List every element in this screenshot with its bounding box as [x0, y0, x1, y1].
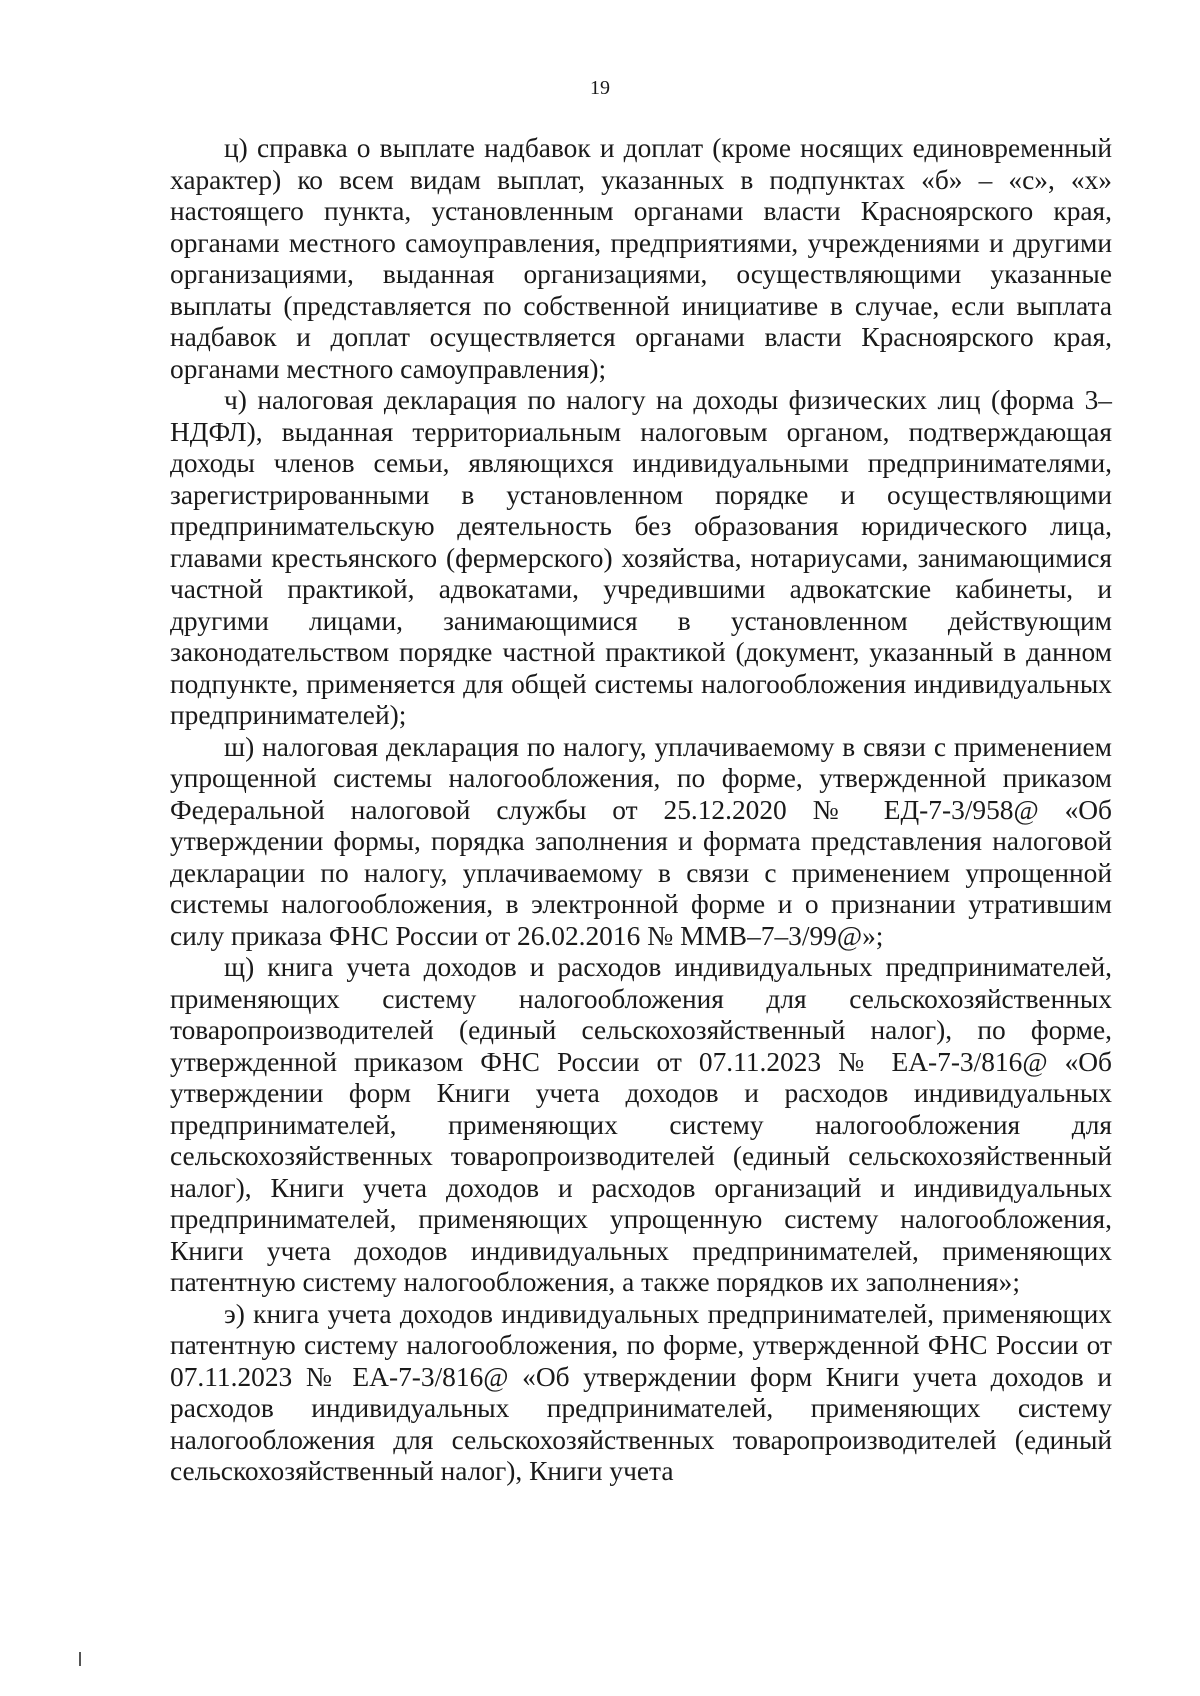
scan-artifact [79, 1652, 81, 1666]
paragraph-ts: ц) справка о выплате надбавок и доплат (кроме носящих единовременный характер) ко всем видам выплат, указанных в подпунктах «б» – «с», «х» настоящего пункта, установленным органами власти Красноярского края, органами местного самоуправления, предприятиями, учреждениями и другими организациями, выданная организациями, осуществляющими указанные выплаты (представляется по собственной инициативе в случае, если выплата надбавок и доплат осуществляется органами власти Красноярского края, органами местного самоуправления); [170, 133, 1112, 384]
paragraph-sh: ш) налоговая декларация по налогу, уплачиваемому в связи с применением упрощенной системы налогообложения, по форме, утвержденной приказом Федеральной налоговой службы от 25.12.2020 № ЕД-7-3/958@ «Об утверждении формы, порядка заполнения и формата представления налоговой декларации по налогу, уплачиваемому в связи с применением упрощенной системы налогообложения, в электронной форме и о признании утратившим силу приказа ФНС России от 26.02.2016 № ММВ–7–3/99@»; [170, 731, 1112, 951]
page-number: 19 [590, 77, 610, 99]
paragraph-ch: ч) налоговая декларация по налогу на доходы физических лиц (форма 3–НДФЛ), выданная территориальным налоговым органом, подтверждающая доходы членов семьи, являющихся индивидуальными предпринимателями, зарегистрированными в установленном порядке и осуществляющими предпринимательскую деятельность без образования юридического лица, главами крестьянского (фермерского) хозяйства, нотариусами, занимающимися частной практикой, адвокатами, учредившими адвокатские кабинеты, и другими лицами, занимающимися в установленном действующим законодательством порядке частной практикой (документ, указанный в данном подпункте, применяется для общей системы налогообложения индивидуальных предпринимателей); [170, 385, 1112, 730]
paragraph-shch: щ) книга учета доходов и расходов индивидуальных предпринимателей, применяющих систему налогообложения для сельскохозяйственных товаропроизводителей (единый сельскохозяйственный налог), по форме, утвержденной приказом ФНС России от 07.11.2023 № ЕА-7-3/816@ «Об утверждении форм Книги учета доходов и расходов индивидуальных предпринимателей, применяющих систему налогообложения для сельскохозяйственных товаропроизводителей (единый сельскохозяйственный налог), Книги учета доходов и расходов организаций и индивидуальных предпринимателей, применяющих упрощенную систему налогообложения, Книги учета доходов индивидуальных предпринимателей, применяющих патентную систему налогообложения, а также порядков их заполнения»; [170, 952, 1112, 1297]
document-body [170, 133, 1112, 1488]
paragraph-e: э) книга учета доходов индивидуальных предпринимателей, применяющих патентную систему налогообложения, по форме, утвержденной ФНС России от 07.11.2023 № ЕА-7-3/816@ «Об утверждении форм Книги учета доходов и расходов индивидуальных предпринимателей, применяющих систему налогообложения для сельскохозяйственных товаропроизводителей (единый сельскохозяйственный налог), Книги учета [170, 1298, 1112, 1486]
